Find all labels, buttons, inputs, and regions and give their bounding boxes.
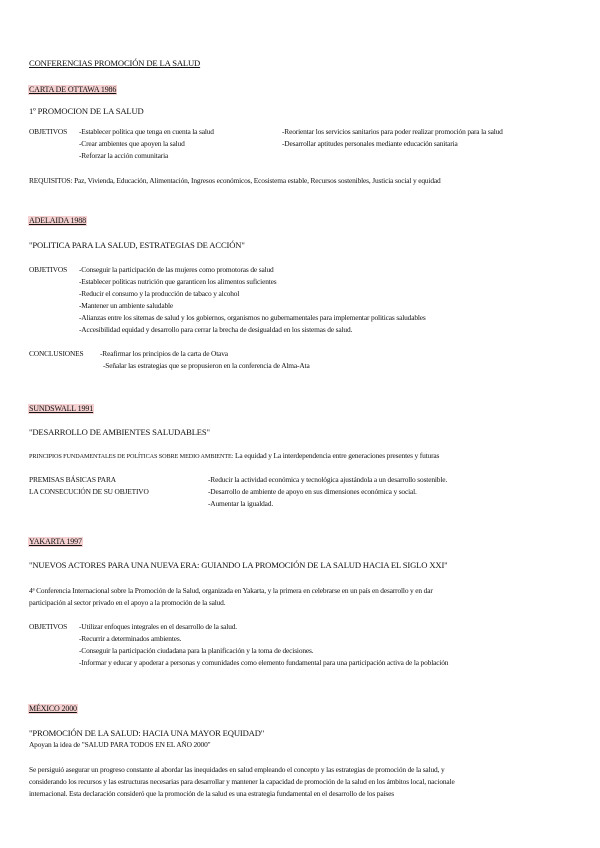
sundswall-subtitle: "DESARROLLO DE AMBIENTES SALUDABLES" <box>29 427 210 437</box>
section-heading-ottawa: CARTA DE OTTAWA 1986 <box>29 85 117 94</box>
yakarta-objective: -Recurrir a determinados ambientes. <box>79 634 182 643</box>
yakarta-paragraph: participación al sector privado en el apoyo a la promoción de la salud. <box>29 598 226 607</box>
yakarta-objective: -Utilizar enfoques integrales en el desarrollo de la salud. <box>79 622 237 631</box>
ottawa-objective: -Crear ambientes que apoyen la salud <box>79 139 185 148</box>
mexico-paragraph: considerando los recursos y las estructuras necesarias para desarrollar y mantener la capacidad de promoción de la salud en los ámbitos local, nacionale <box>29 777 455 786</box>
section-heading-yakarta: YAKARTA 1997 <box>29 537 82 546</box>
section-heading-sundswall: SUNDSWALL 1991 <box>29 404 94 413</box>
mexico-subtitle-2: Apoyan la idea de "SALUD PARA TODOS EN EL AÑO 2000" <box>29 740 211 749</box>
sundswall-premisa: -Reducir la actividad económica y tecnológica ajustándola a un desarrollo sostenible. <box>208 475 448 484</box>
adelaida-objective: -Reducir el consumo y la producción de tabaco y alcohol <box>79 289 240 298</box>
adelaida-subtitle: "POLITICA PARA LA SALUD, ESTRATEGIAS DE ACCIÓN" <box>29 240 245 250</box>
sundswall-premisas-label: LA CONSECUCIÓN DE SU OBJETIVO <box>29 487 149 496</box>
sundswall-principios-label: PRINCIPIOS FUNDAMENTALES DE POLÍTICAS SOBRE MEDIO AMBIENTE: <box>29 453 234 460</box>
sundswall-premisa: -Aumentar la igualdad. <box>208 499 274 508</box>
adelaida-objective: -Establecer políticas nutrición que garanticen los alimentos suficientes <box>79 277 277 286</box>
ottawa-requisitos: REQUISITOS: Paz, Vivienda, Educación, Alimentación, Ingresos económicos, Ecosistema estable, Recursos sostenibles, Justicia social y equidad <box>29 176 441 185</box>
ottawa-objetivos-label: OBJETIVOS <box>29 127 68 136</box>
section-heading-mexico: MÉXICO 2000 <box>29 704 77 713</box>
yakarta-subtitle: "NUEVOS ACTORES PARA UNA NUEVA ERA: GUIANDO LA PROMOCIÓN DE LA SALUD HACIA EL SIGLO XXI" <box>29 560 448 570</box>
yakarta-paragraph: 4ª Conferencia Internacional sobre la Promoción de la Salud, organizada en Yakarta, y la primera en celebrarse en un país en desarrollo y en dar <box>29 586 433 595</box>
ottawa-objective: -Reorientar los servicios sanitarios para poder realizar promoción para la salud <box>282 127 503 136</box>
section-heading-adelaida: ADELAIDA 1988 <box>29 216 86 225</box>
document-title: CONFERENCIAS PROMOCIÓN DE LA SALUD <box>29 58 201 68</box>
yakarta-objective: -Conseguir la participación ciudadana para la planificación y la toma de decisiones. <box>79 646 314 655</box>
ottawa-subtitle: 1º PROMOCION DE LA SALUD <box>29 106 144 116</box>
adelaida-objective: -Accesibilidad equidad y desarrollo para cerrar la brecha de desigualdad en los sistemas de salud. <box>79 325 353 334</box>
mexico-subtitle: "PROMOCIÓN DE LA SALUD: HACIA UNA MAYOR EQUIDAD" <box>29 728 265 738</box>
yakarta-objetivos-label: OBJETIVOS <box>29 622 68 631</box>
mexico-paragraph: Se persiguió asegurar un progreso constante al abordar las inequidades en salud empleando el concepto y las estrategias de promoción de la salud, y <box>29 765 445 774</box>
sundswall-premisa: -Desarrollo de ambiente de apoyo en sus dimensiones económica y social. <box>208 487 417 496</box>
ottawa-objective: -Reforzar la acción comunitaria <box>79 151 169 160</box>
sundswall-principios-text: La equidad y La interdependencia entre generaciones presentes y futuras <box>233 451 440 460</box>
adelaida-objective: -Conseguir la participación de las mujeres como promotoras de salud <box>79 265 274 274</box>
mexico-paragraph: internacional. Esta declaración consideró que la promoción de la salud es una estrategia fundamental en el desarrollo de los países <box>29 789 394 798</box>
sundswall-premisas-label: PREMISAS BÁSICAS PARA <box>29 475 116 484</box>
sundswall-principios <box>29 451 439 462</box>
ottawa-objective: -Desarrollar aptitudes personales mediante educación sanitaria <box>282 139 458 148</box>
adelaida-objetivos-label: OBJETIVOS <box>29 265 68 274</box>
yakarta-objective: -Informar y educar y apoderar a personas y comunidades como elemento fundamental para una participación activa de la población <box>79 658 449 667</box>
adelaida-conclusiones-label: CONCLUSIONES <box>29 349 84 358</box>
adelaida-objective: -Mantener un ambiente saludable <box>79 301 174 310</box>
adelaida-conclusion: -Reafirmar los principios de la carta de Otava <box>100 349 228 358</box>
adelaida-conclusion: -Señalar las estrategias que se propusieron en la conferencia de Alma-Ata <box>103 361 310 370</box>
adelaida-objective: -Alianzas entre los sitemas de salud y los gobiernos, organismos no gubernamentales para implementar politicas saludables <box>79 313 426 322</box>
ottawa-objective: -Establecer política que tenga en cuenta la salud <box>79 127 214 136</box>
